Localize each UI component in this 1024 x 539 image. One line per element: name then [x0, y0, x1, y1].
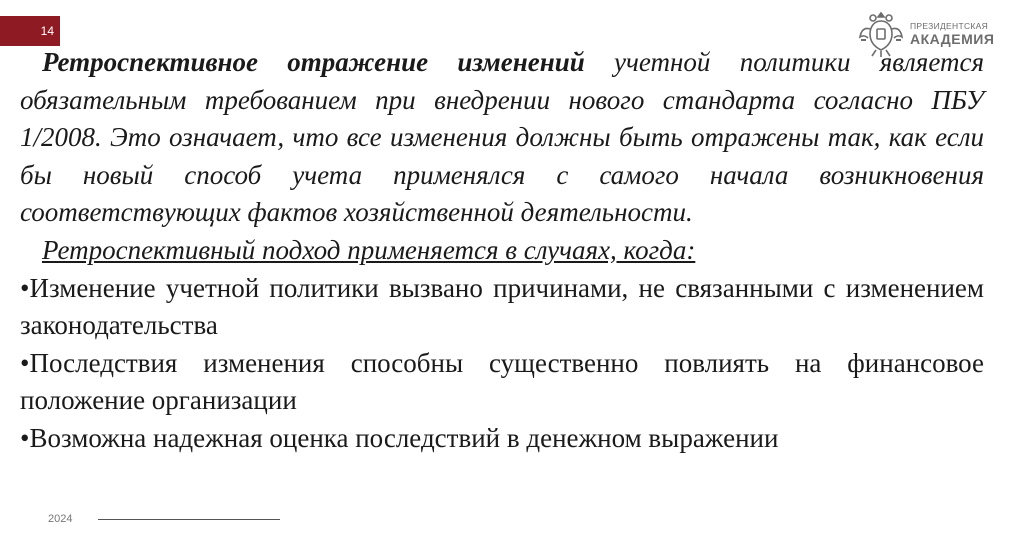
list-item: •Последствия изменения способны существенно повлиять на финансовое положение организации: [20, 347, 984, 416]
logo-line-academy: АКАДЕМИЯ: [910, 31, 995, 48]
logo-line-president: ПРЕЗИДЕНТСКАЯ: [910, 20, 989, 31]
intro-paragraph: [20, 44, 984, 232]
intro-text: учетной политики является обязательным требованием при внедрении нового стандарта согласно ПБУ 1/2008. Это означает, что все изменения должны быть отражены так, как если бы новый способ учета применялся с самого начала возникновения соответствующих фактов хозяйственной деятельности.: [20, 47, 984, 228]
cases-subheading: Ретроспективный подход применяется в случаях, когда:: [42, 234, 696, 265]
footer-year: 2024: [48, 513, 73, 525]
slide-body: [20, 44, 984, 458]
slide-number-badge: [0, 16, 60, 46]
footer-divider: [98, 519, 280, 520]
list-item: •Изменение учетной политики вызвано причинами, не связанными с изменением законодательства: [20, 272, 984, 341]
intro-bold-term: Ретроспективное отражение изменений: [42, 47, 585, 77]
cases-list: [20, 270, 984, 458]
list-item: •Возможна надежная оценка последствий в денежном выражении: [20, 422, 779, 453]
logo-wordmark: [910, 22, 994, 47]
slide-number: 14: [40, 24, 54, 38]
